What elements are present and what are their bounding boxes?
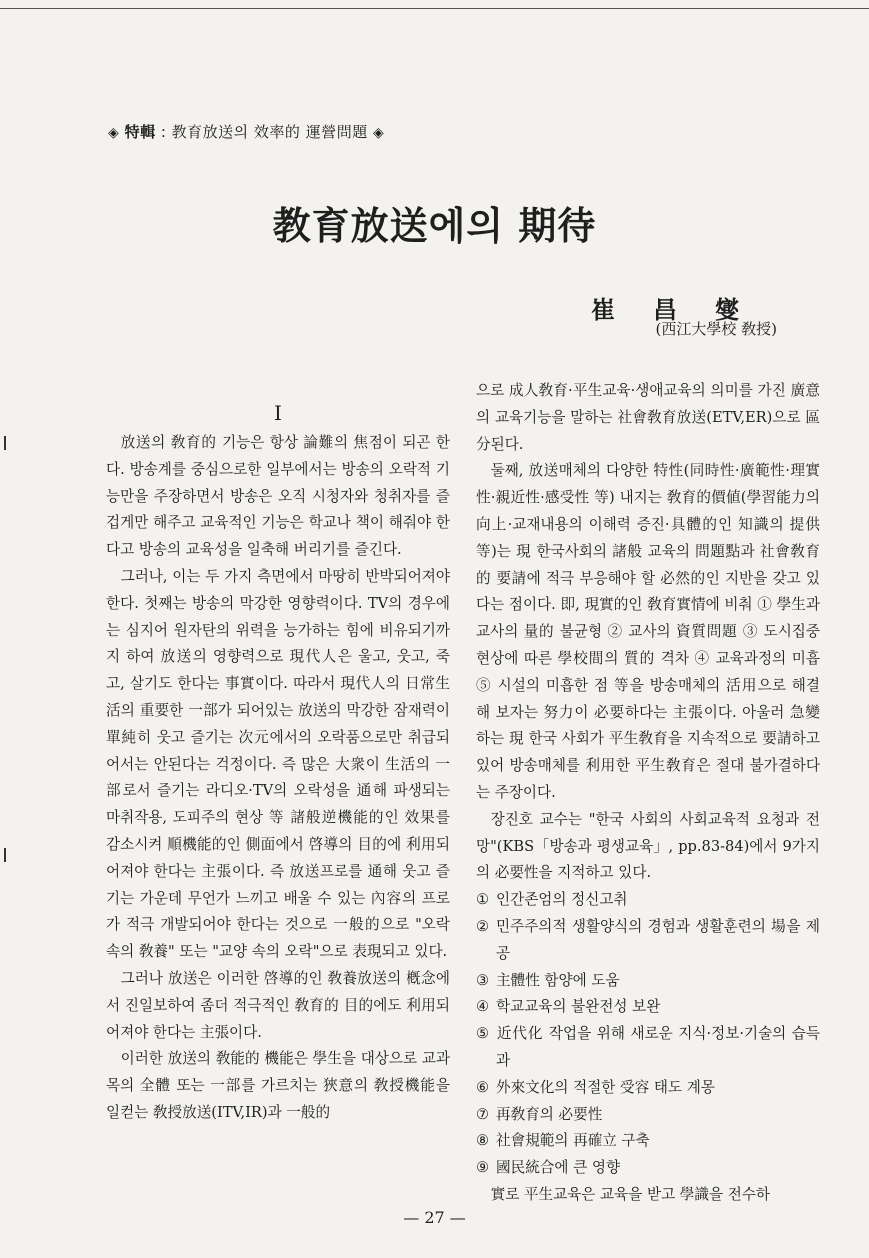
list-item-number: ① (476, 891, 490, 909)
paragraph: 放送의 敎育的 기능은 항상 論難의 焦점이 되곤 한다. 방송계를 중심으로한 일부에서는 방송의 오락적 기능만을 주장하면서 방송은 오직 시청자와 청취자를 즐겁게만 해주고 교육적인 기능은 학교나 책이 해줘야 한다고 방송의 교육성을 일축해 버리기를 즐긴다. (106, 434, 450, 559)
paragraph: 그러나, 이는 두 가지 측면에서 마땅히 반박되어져야 한다. 첫째는 방송의 막강한 영향력이다. TV의 경우에는 심지어 원자탄의 위력을 능가하는 힘에 비유되기까지 하여 放送의 영향력으로 現代人은 울고, 웃고, 죽고, 살기도 한다는 事實이다. 따라서 現代人의 日常生活의 重要한 一部가 되어있는 放送의 막강한 잠재력이 單純히 웃고 즐기는 次元에서의 오락품으로만 취급되어서는 안된다는 걱정이다. 즉 많은 大衆이 生活의 一部로서 즐기는 라디오·TV의 오락성을 通해 파생되는 마취작용, 도피주의 현상 等 諸般逆機能的인 效果를 감소시켜 順機能的인 側面에서 啓導의 目的에 利用되어져야 한다는 主張이다. 즉 放送프로를 通해 웃고 즐기는 가운데 무언가 느끼고 배울 수 있는 內容의 프로가 적극 개발되어야 한다는 것으로 一般的으로 "오락 속의 敎養" 또는 "교양 속의 오락"으로 表現되고 있다. (106, 567, 450, 961)
paragraph: 둘째, 放送매체의 다양한 特性(同時性·廣範性·理實性·親近性·感受性 等) 내지는 敎育的價値(學習能力의 向上·교재내용의 이해력 증진·具體的인 知識의 提供 等)는 現 한국사회의 諸般 교육의 問題點과 社會敎育的 要請에 적극 부응해야 할 必然的인 지반을 갖고 있다는 점이다. 即, 現實的인 敎育實情에 비춰 ① 學生과 교사의 量的 불균형 ② 교사의 資質問題 ③ 도시집중현상에 따른 學校間의 質的 격차 ④ 교육과정의 미흡 ⑤ 시설의 미흡한 점 等을 방송매체의 活用으로 해결해 보자는 努力이 必要하다는 主張이다. 아울러 急變하는 現 한국 사회가 平生敎育을 지속적으로 要請하고 있어 방송매체를 利用한 平生敎育은 절대 불가결하다는 주장이다. (476, 462, 820, 801)
diamond-icon: ◈ (108, 125, 120, 141)
list-item-number: ② (476, 917, 490, 935)
section-numeral: I (274, 401, 282, 425)
top-rule (0, 8, 869, 9)
list-item-number: ⑥ (476, 1078, 490, 1096)
author-name: 崔昌燮 (591, 295, 777, 324)
paragraph: 장진호 교수는 "한국 사회의 사회교육적 요청과 전망"(KBS「방송과 평생교육」, pp.83-84)에서 9가지의 必要性을 지적하고 있다. (476, 810, 820, 882)
scan-edge-mark (4, 436, 6, 450)
list-item-number: ④ (476, 998, 490, 1016)
paragraph: 으로 成人敎育·平生교육·생애교육의 의미를 가진 廣意의 교육기능을 말하는 社會敎育放送(ETV,ER)으로 區分된다. (476, 382, 820, 453)
list-item-number: ⑧ (476, 1132, 490, 1150)
author-affiliation: (西江大學校 敎授) (655, 320, 777, 338)
list-item (476, 887, 820, 914)
list-item (476, 994, 820, 1021)
list-item (476, 1155, 820, 1182)
list-item-text: 인간존엄의 정신고취 (496, 891, 628, 909)
list-item (476, 1075, 820, 1102)
list-item (476, 914, 820, 968)
scan-edge-mark (4, 848, 6, 862)
list-item-text: 外來文化의 적절한 受容 태도 계몽 (496, 1078, 715, 1096)
list-item-text: 학교교육의 불완전성 보완 (496, 998, 661, 1016)
list-item-text: 민주주의적 생활양식의 경험과 생활훈련의 場을 제공 (496, 917, 820, 962)
list-item (476, 968, 820, 995)
list-item (476, 1128, 820, 1155)
feature-header (108, 121, 384, 142)
list-item-text: 主體性 함양에 도움 (496, 971, 620, 989)
feature-topic: 教育放送의 效率的 運營問題 (171, 123, 368, 141)
colon-separator: : (155, 123, 172, 141)
paragraph: 實로 平生교육은 교육을 받고 學識을 전수하 (490, 1185, 771, 1203)
left-column (106, 400, 450, 1127)
list-item-number: ⑦ (476, 1105, 490, 1123)
page-number: — 27 — (403, 1208, 466, 1227)
paragraph: 그러나 放送은 이러한 啓導的인 敎養放送의 槪念에서 진일보하여 좀더 적극적인 敎育的 目的에도 利用되어져야 한다는 主張이다. (106, 969, 450, 1041)
paragraph: 이러한 放送의 敎能的 機能은 學生을 대상으로 교과목의 全體 또는 一部를 가르치는 狹意의 敎授機能을 일컫는 敎授放送(ITV,IR)과 一般的 (106, 1050, 450, 1121)
list-item-number: ③ (476, 971, 490, 989)
list-item-number: ⑤ (476, 1025, 490, 1043)
right-column (476, 378, 820, 1209)
list-item-text: 國民統合에 큰 영향 (496, 1159, 621, 1177)
list-item-text: 社會規範의 再確立 구축 (496, 1132, 650, 1150)
list-item-text: 再敎育의 必要性 (496, 1105, 603, 1123)
needs-list (476, 887, 820, 1182)
diamond-icon: ◈ (372, 125, 385, 141)
list-item-text: 近代化 작업을 위해 새로운 지식·정보·기술의 습득과 (496, 1025, 820, 1069)
list-item-number: ⑨ (476, 1159, 490, 1177)
feature-label: 特輯 (124, 123, 156, 141)
list-item (476, 1021, 820, 1075)
list-item (476, 1102, 820, 1129)
article-title: 教育放送에의 期待 (272, 203, 597, 248)
